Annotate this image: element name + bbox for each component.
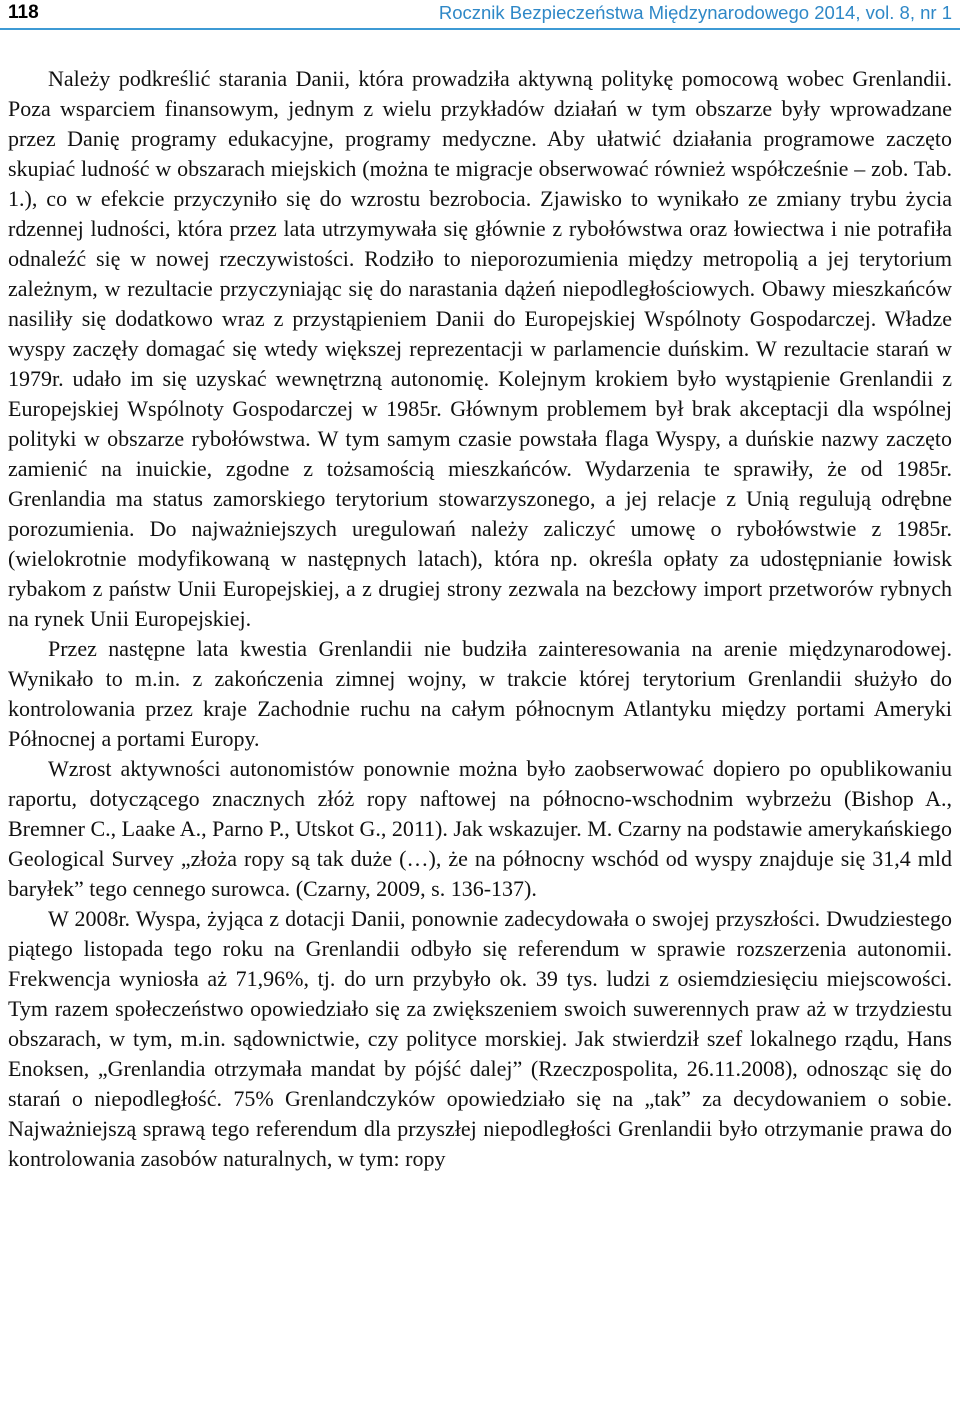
paragraph-international-interest: Przez następne lata kwestia Grenlandii nie budziła zainteresowania na arenie międzynarodowej. Wynikało to m.in. z zakończenia zimnej wojny, w trakcie której terytorium Grenlandii służyło do kontrolowania przez kraje Zachodnie ruchu na całym północnym Atlantyku między portami Ameryki Północnej a portami Europy. (8, 636, 952, 751)
paragraph-oil-deposits: Wzrost aktywności autonomistów ponownie można było zaobserwować dopiero po opublikowaniu raportu, dotyczącego znacznych złóż ropy naftowej na północno-wschodnim wybrzeżu (Bishop A., Bremner C., Laake A., Parno P., Utskot G., 2011). Jak wskazujer. M. Czarny na podstawie amerykańskiego Geological Survey „złoża ropy są tak duże (…), że na północny wschód od wyspy znajduje się 31,4 mld baryłek” tego cennego surowca. (Czarny, 2009, s. 136-137). (8, 756, 952, 901)
article-body (8, 64, 952, 1174)
page-header (0, 0, 960, 30)
page-number: 118 (8, 2, 39, 23)
journal-running-head: Rocznik Bezpieczeństwa Międzynarodowego 2014, vol. 8, nr 1 (438, 2, 952, 23)
paragraph-denmark-aid: Należy podkreślić starania Danii, która prowadziła aktywną politykę pomocową wobec Grenlandii. Poza wsparciem finansowym, jednym z wielu przykładów działań w tym obszarze były wprowadzane przez Danię programy edukacyjne, programy medyczne. Aby ułatwić działania programowe zaczęto skupiać ludność w obszarach miejskich (można te migracje obserwować również współcześnie – zob. Tab. 1.), co w efekcie przyczyniło się do wzrostu bezrobocia. Zjawisko to wynikało ze zmiany trybu życia rdzennej ludności, która przez lata utrzymywała się głównie z rybołówstwa oraz łowiectwa i nie potrafiła odnaleźć się w nowej rzeczywistości. Rodziło to nieporozumienia między metropolią a jej terytorium zależnym, w rezultacie przyczyniając się do narastania dążeń niepodległościowych. Obawy mieszkańców nasiliły się dodatkowo wraz z przystąpieniem Danii do Europejskiej Wspólnoty Gospodarczej. Władze wyspy zaczęły domagać się wtedy większej reprezentacji w parlamencie duńskim. W rezultacie starań w 1979r. udało im się uzyskać wewnętrzną autonomię. Kolejnym krokiem było wystąpienie Grenlandii z Europejskiej Wspólnoty Gospodarczej w 1985r. Głównym problemem był brak akceptacji dla wspólnej polityki w obszarze rybołówstwa. W tym samym czasie powstała flaga Wyspy, a duńskie nazwy zaczęto zamienić na inuickie, zgodne z tożsamością mieszkańców. Wydarzenia te sprawiły, że od 1985r. Grenlandia ma status zamorskiego terytorium stowarzyszonego, a jej relacje z Unią regulują odrębne porozumienia. Do najważniejszych uregulowań należy zaliczyć umowę o rybołówstwie z 1985r. (wielokrotnie modyfikowaną w następnych latach), która np. określa opłaty za udostępnianie łowisk rybakom z państw Unii Europejskiej, a z drugiej strony zezwala na bezcłowy import przetworów rybnych na rynek Unii Europejskiej. (8, 66, 952, 631)
paragraph-referendum-2008: W 2008r. Wyspa, żyjąca z dotacji Danii, ponownie zadecydowała o swojej przyszłości. Dwudziestego piątego listopada tego roku na Grenlandii odbyło się referendum w sprawie rozszerzenia autonomii. Frekwencja wyniosła aż 71,96%, tj. do urn przybyło ok. 39 tys. ludzi z osiemdziesięciu miejscowości. Tym razem społeczeństwo opowiedziało się za zwiększeniem swoich suwerennych praw aż w trzydziestu obszarach, w tym, m.in. sądownictwie, czy polityce morskiej. Jak stwierdził szef lokalnego rządu, Hans Enoksen, „Grenlandia otrzymała mandat by pójść dalej” (Rzeczpospolita, 26.11.2008), odnosząc się do starań o niepodległość. 75% Grenlandczyków opowiedziało się na „tak” za decydowaniem o sobie. Najważniejszą sprawą tego referendum dla przyszłej niepodległości Grenlandii było otrzymanie prawa do kontrolowania zasobów naturalnych, w tym: ropy (8, 906, 952, 1171)
